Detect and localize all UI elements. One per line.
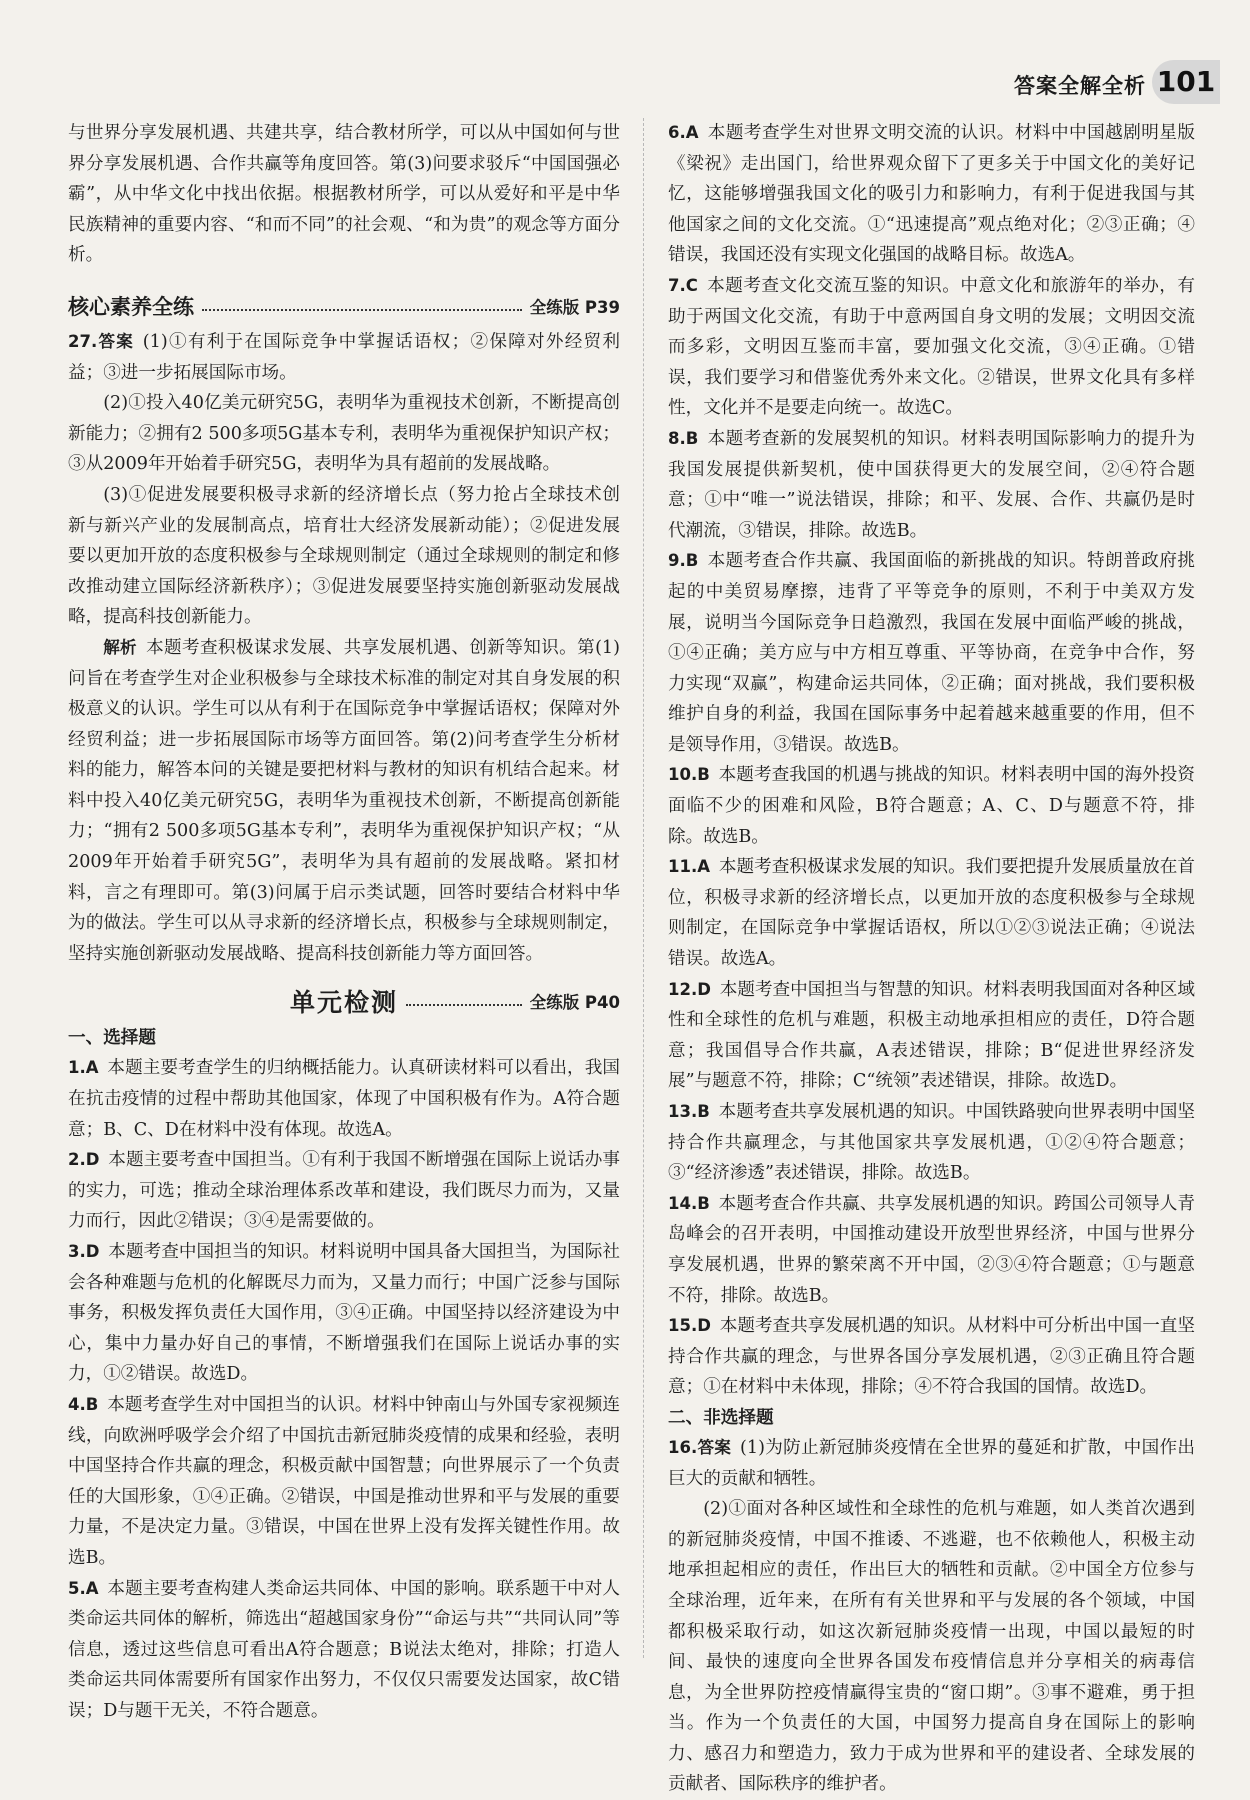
answer-item <box>668 1097 1195 1189</box>
q27-part1-text: (1)①有利于在国际竞争中掌握话语权；②保障对外经贸利益；③进一步拓展国际市场。 <box>68 331 620 383</box>
item-number: 6.A <box>668 123 699 142</box>
page-header <box>920 60 1250 106</box>
q27-analysis-tag: 解析 <box>103 637 137 657</box>
item-text: 本题考查合作共赢、我国面临的新挑战的知识。特朗普政府挑起的中美贸易摩擦，违背了平等竞争的原则，不利于中美双方发展，说明当今国际竞争日趋激烈，我国在发展中面临严峻的挑战，①④正确；美方应与中方相互尊重、平等协商，在竞争中合作，努力实现“双赢”，构建命运共同体，②正确；面对挑战，我们要积极维护自身的利益，我国在国际事务中起着越来越重要的作用，但不是领导作用，③错误。故选B。 <box>668 551 1195 755</box>
answer-item <box>68 1390 620 1574</box>
q16-answer-tag: 答案 <box>697 1437 732 1457</box>
unit-test-title: 单元检测 <box>290 988 399 1018</box>
item-text: 本题考查学生对中国担当的认识。材料中钟南山与外国专家视频连线，向欧洲呼吸学会介绍了中国抗击新冠肺炎疫情的成果和经验，表明中国坚持合作共赢的理念，积极贡献中国智慧；向世界展示了一个负责任的大国形象，①④正确。②错误，中国是推动世界和平与发展的重要力量，不是决定力量。③错误，中国在世界上没有发挥关键性作用。故选B。 <box>68 1394 620 1568</box>
item-text: 本题考查学生对世界文明交流的认识。材料中中国越剧明星版《梁祝》走出国门，给世界观众留下了更多关于中国文化的美好记忆，这能够增强我国文化的吸引力和影响力，有利于促进我国与其他国家之间的文化交流。①“迅速提高”观点绝对化；②③正确；④错误，我国还没有实现文化强国的战略目标。故选A。 <box>668 123 1195 266</box>
item-number: 14.B <box>668 1193 710 1213</box>
answer-item <box>668 1311 1195 1403</box>
unit-test-heading <box>68 983 620 1019</box>
item-text: 本题考查共享发展机遇的知识。从材料中可分析出中国一直坚持合作共赢的理念，与世界各国分享发展机遇，②③正确且符合题意；①在材料中未体现，排除；④不符合我国的国情。故选D。 <box>668 1316 1195 1398</box>
item-text: 本题考查合作共赢、共享发展机遇的知识。跨国公司领导人青岛峰会的召开表明，中国推动建设开放型世界经济，中国与世界分享发展机遇，世界的繁荣离不开中国，②③④符合题意；①与题意不符，排除。故选B。 <box>668 1193 1195 1306</box>
item-text: 本题考查文化交流互鉴的知识。中意文化和旅游年的举办，有助于两国文化交流，有助于中意两国自身文明的发展；文明因交流而多彩，文明因互鉴而丰富，要加强文化交流，③④正确。①错误，我们要学习和借鉴优秀外来文化。②错误，世界文化具有多样性，文化并不是要走向统一。故选C。 <box>668 275 1195 419</box>
q27-answer-tag: 答案 <box>97 331 134 351</box>
item-number: 10.B <box>668 765 710 785</box>
item-number: 2.D <box>68 1150 100 1170</box>
leader-dots <box>202 309 522 311</box>
item-number: 5.A <box>68 1578 99 1598</box>
answer-item <box>68 1237 620 1390</box>
item-text: 本题考查中国担当与智慧的知识。材料表明我国面对各种区域性和全球性的危机与难题，积极主动地承担相应的责任，D符合题意；我国倡导合作共赢，A表述错误，排除；B“促进世界经济发展”与题意不符，排除；C“统领”表述错误，排除。故选D。 <box>668 979 1195 1092</box>
answer-item <box>68 1145 620 1237</box>
item-number: 7.C <box>668 275 698 295</box>
right-column <box>668 118 1195 1800</box>
item-number: 15.D <box>668 1316 711 1336</box>
core-section-ref: 全练版 P39 <box>529 297 620 317</box>
q16-number: 16. <box>668 1437 698 1457</box>
answer-item <box>68 1574 620 1727</box>
q27-number: 27. <box>68 331 98 351</box>
answer-item <box>668 271 1195 424</box>
core-section-heading <box>68 291 620 321</box>
answer-item <box>668 424 1195 546</box>
item-number: 13.B <box>668 1102 710 1121</box>
q16-part2: (2)①面对各种区域性和全球性的危机与难题，如人类首次遇到的新冠肺炎疫情，中国不推诿、不逃避，也不依赖他人，积极主动地承担起相应的责任，作出巨大的牺牲和贡献。②中国全方位参与全球治理，近年来，在所有有关世界和平与发展的各个领域，中国都积极采取行动，如这次新冠肺炎疫情一出现，中国以最短的时间、最快的速度向全世界各国发布疫情信息并分享相关的病毒信息，为全世界防控疫情赢得宝贵的“窗口期”。③事不避难，勇于担当。作为一个负责任的大国，中国努力提高自身在国际上的影响力、感召力和塑造力，致力于成为世界和平的建设者、全球发展的贡献者、国际秩序的维护者。 <box>668 1499 1195 1795</box>
nonchoice-heading: 二、非选择题 <box>668 1407 774 1428</box>
item-text: 本题主要考查学生的归纳概括能力。认真研读材料可以看出，我国在抗击疫情的过程中帮助其他国家，体现了中国积极有作为。A符合题意；B、C、D在材料中没有体现。故选A。 <box>68 1058 620 1140</box>
answer-item <box>668 975 1195 1097</box>
answer-item <box>668 118 1195 271</box>
answer-item <box>68 1053 620 1145</box>
leader-dots <box>406 1004 522 1006</box>
item-text: 本题考查新的发展契机的知识。材料表明国际影响力的提升为我国发展提供新契机，使中国获得更大的发展空间，②④符合题意；①中“唯一”说法错误，排除；和平、发展、合作、共赢仍是时代潮流，③错误，排除。故选B。 <box>668 428 1195 541</box>
header-label: 答案全解全析 <box>1014 74 1146 98</box>
answer-item <box>668 760 1195 852</box>
item-number: 1.A <box>68 1058 99 1078</box>
item-number: 3.D <box>68 1242 100 1261</box>
item-text: 本题考查我国的机遇与挑战的知识。材料表明中国的海外投资面临不少的困难和风险，B符合题意；A、C、D与题意不符，排除。故选B。 <box>668 765 1195 847</box>
answer-item <box>668 1189 1195 1311</box>
item-text: 本题考查积极谋求发展的知识。我们要把提升发展质量放在首位，积极寻求新的经济增长点，以更加开放的态度积极参与全球规则制定，在国际竞争中掌握话语权，所以①②③说法正确；④说法错误。故选A。 <box>668 857 1195 970</box>
intro-paragraph: 与世界分享发展机遇、共建共享，结合教材所学，可以从中国如何与世界分享发展机遇、合作共赢等角度回答。第(3)问要求驳斥“中国国强必霸”，从中华文化中找出依据。根据教材所学，可以从爱好和平是中华民族精神的重要内容、“和而不同”的社会观、“和为贵”的观念等方面分析。 <box>68 123 620 266</box>
item-number: 4.B <box>68 1394 99 1414</box>
unit-test-ref: 全练版 P40 <box>529 993 620 1013</box>
column-divider <box>643 118 644 1658</box>
item-number: 9.B <box>668 551 699 571</box>
left-column <box>68 118 620 1727</box>
item-number: 8.B <box>668 428 699 448</box>
q27-part2: (2)①投入40亿美元研究5G，表明华为重视技术创新，不断提高创新能力；②拥有2 500多项5G基本专利，表明华为重视保护知识产权；③从2009年开始着手研究5G，表明华为具有超前的发展战略。 <box>68 393 620 475</box>
q16-part1 <box>668 1433 1195 1494</box>
q27-analysis <box>68 633 620 970</box>
item-text: 本题主要考查中国担当。①有利于我国不断增强在国际上说话办事的实力，可选；推动全球治理体系改革和建设，我们既尽力而为，又量力而行，因此②错误；③④是需要做的。 <box>68 1150 620 1232</box>
q27-part1 <box>68 327 620 388</box>
q27-part3: (3)①促进发展要积极寻求新的经济增长点（努力抢占全球技术创新与新兴产业的发展制高点，培育壮大经济发展新动能）；②促进发展要以更加开放的态度积极参与全球规则制定（通过全球规则的制定和修改推动建立国际经济新秩序）；③促进发展要坚持实施创新驱动发展战略，提高科技创新能力。 <box>68 484 620 628</box>
answer-item <box>668 852 1195 974</box>
item-number: 12.D <box>668 979 711 999</box>
item-text: 本题考查共享发展机遇的知识。中国铁路驶向世界表明中国坚持合作共赢理念，与其他国家共享发展机遇，①②④符合题意；③“经济渗透”表述错误，排除。故选B。 <box>668 1102 1195 1184</box>
core-section-title: 核心素养全练 <box>68 294 194 319</box>
page-number: 101 <box>1152 60 1220 104</box>
item-number: 11.A <box>668 857 710 877</box>
q27-analysis-text: 本题考查积极谋求发展、共享发展机遇、创新等知识。第(1)问旨在考查学生对企业积极参与全球技术标准的制定对其自身发展的积极意义的认识。学生可以从有利于在国际竞争中掌握话语权；保障对外经贸利益；进一步拓展国际市场等方面回答。第(2)问考查学生分析材料的能力，解答本问的关键是要把材料与教材的知识有机结合起来。材料中投入40亿美元研究5G，表明华为重视技术创新，不断提高创新能力；“拥有2 500多项5G基本专利”，表明华为重视保护知识产权；“从2009年开始着手研究5G”，表明华为具有超前的发展战略。紧扣材料，言之有理即可。第(3)问属于启示类试题，回答时要结合材料中华为的做法。学生可以从寻求新的经济增长点，积极参与全球规则制定，坚持实施创新驱动发展战略、提高科技创新能力等方面回答。 <box>68 637 620 964</box>
q16-part1-text: (1)为防止新冠肺炎疫情在全世界的蔓延和扩散，中国作出巨大的贡献和牺牲。 <box>668 1437 1195 1489</box>
choice-heading: 一、选择题 <box>68 1028 156 1049</box>
item-text: 本题考查中国担当的知识。材料说明中国具备大国担当，为国际社会各种难题与危机的化解既尽力而为，又量力而行；中国广泛参与国际事务，积极发挥负责任大国作用，③④正确。中国坚持以经济建设为中心，集中力量办好自己的事情，不断增强我们在国际上说话办事的实力，①②错误。故选D。 <box>68 1242 620 1385</box>
answer-item <box>668 546 1195 760</box>
item-text: 本题主要考查构建人类命运共同体、中国的影响。联系题干中对人类命运共同体的解析，筛选出“超越国家身份”“命运与共”“共同认同”等信息，透过这些信息可看出A符合题意；B说法太绝对，排除；打造人类命运共同体需要所有国家作出努力，不仅仅只需要发达国家，故C错误；D与题干无关，不符合题意。 <box>68 1578 620 1721</box>
